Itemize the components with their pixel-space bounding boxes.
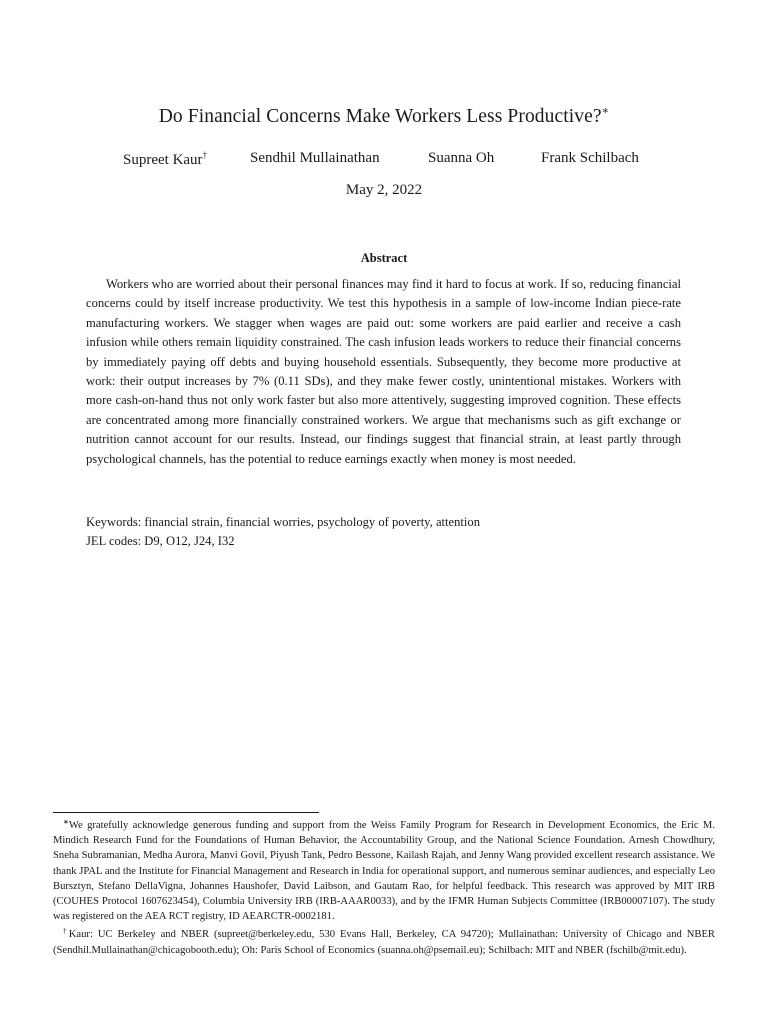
jel-codes-line: JEL codes: D9, O12, J24, I32 — [86, 534, 235, 549]
footnote-rule — [53, 812, 319, 813]
abstract-heading: Abstract — [360, 251, 408, 265]
author-oh — [428, 150, 494, 167]
footnote-affiliations — [53, 924, 715, 957]
footnote-mark: ∗ — [63, 818, 69, 826]
title-footnote-mark: ∗ — [601, 105, 610, 117]
title-text: Do Financial Concerns Make Workers Less Productive? — [158, 106, 602, 127]
footnotes — [53, 815, 715, 958]
footnote-mark: † — [63, 927, 69, 936]
paper-date: May 2, 2022 — [345, 182, 423, 198]
keywords-line: Keywords: financial strain, financial worries, psychology of poverty, attention — [86, 515, 481, 529]
author-kaur — [123, 150, 207, 169]
author-schilbach — [541, 150, 639, 167]
footnote-text: Kaur: UC Berkeley and NBER (supreet@berkeley.edu, 530 Evans Hall, Berkeley, CA 94720); Mullainathan: University of Chicago and NBER (Sendhil.Mullainathan@chicagobooth.edu); Oh: Paris School of Economics (suanna.oh@psemail.eu); Schilbach: MIT and NBER (fschilb@mit.edu). — [53, 929, 716, 956]
abstract-body: Workers who are worried about their personal finances may find it hard to focus at work. If so, reducing financial concerns could by itself increase productivity. We test this hypothesis in a sample of low-income Indian piece-rate manufacturing workers. We stagger when wages are paid out: some workers are paid earlier and receive a cash infusion while others remain liquidity constrained. The cash infusion leads workers to reduce their financial concerns by immediately paying off debts and buying household essentials. Subsequently, they become more productive at work: their output increases by 7% (0.11 SDs), and they make fewer costly, unintentional mistakes. Workers with more cash-on-hand thus not only work faster but also more attentively, suggesting improved cognition. These effects are concentrated among more financially constrained workers. We argue that mechanisms such as gift exchange or nutrition cannot account for our results. Instead, our findings suggest that financial strain, at least partly through psychological channels, has the potential to reduce earnings exactly when money is most needed. — [86, 277, 681, 466]
paper-title — [0, 104, 768, 128]
author-name: Sendhil Mullainathan — [250, 150, 380, 166]
footnote-text: We gratefully acknowledge generous funding and support from the Weiss Family Program for Research in Development Economics, the Eric M. Mindich Research Fund for the Foundations of Human Behavior, the Accountability Group, and the National Science Foundation. Arnesh Chowdhury, Sneha Subramanian, Medha Aurora, Manvi Govil, Piyush Tank, Pedro Bessone, Kailash Rajah, and Jenny Wang provided excellent research assistance. We thank JPAL and the Institute for Financial Management and Research in India for operational support, and numerous seminar audiences, and especially Leo Bursztyn, Stefano DellaVigna, Johannes Haushofer, David Laibson, and Gautam Rao, for helpful feedback. This research was approved by MIT IRB (COUHES Protocol 1607623454), Columbia University IRB (IRB-AAAR0033), and by the IFMR Human Subjects Committee (IRB00007107). The study was registered on the AEA RCT registry, ID AEARCTR-0002181. — [53, 820, 715, 923]
author-footnote-mark: † — [202, 150, 208, 160]
keywords-block — [86, 513, 686, 552]
footnote-acknowledgements — [53, 815, 715, 924]
author-mullainathan — [250, 150, 380, 167]
author-name: Suanna Oh — [428, 150, 495, 166]
author-name: Frank Schilbach — [541, 150, 639, 166]
author-name: Supreet Kaur — [123, 152, 203, 168]
